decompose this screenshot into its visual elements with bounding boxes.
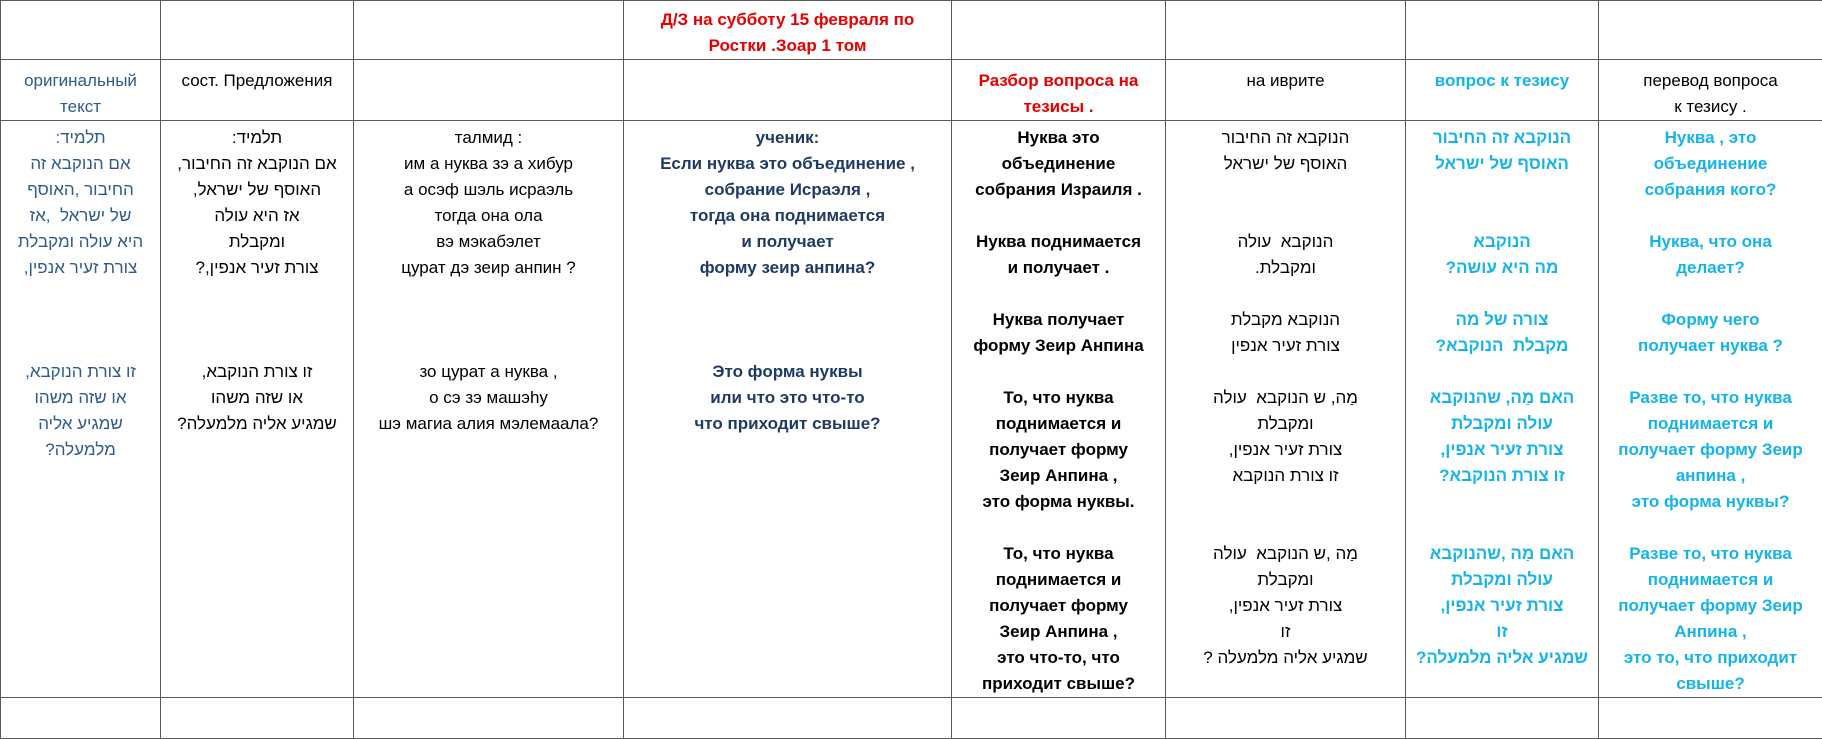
text-line: форму Зеир Анпина: [956, 333, 1161, 359]
text-line: או שזה משהו: [5, 385, 156, 411]
header-text: текст: [5, 94, 156, 120]
text-line: Нуква , это: [1603, 125, 1818, 151]
cell-empty: [1166, 1, 1406, 60]
cell-empty: [624, 60, 952, 121]
text-line: поднимается и: [1603, 411, 1818, 437]
hebrew-cell: [1166, 121, 1406, 698]
cell-empty: [1406, 698, 1599, 739]
text-line: тогда она поднимается: [628, 203, 947, 229]
text-line: То, что нуква: [956, 385, 1161, 411]
text-line: Нуква поднимается: [956, 229, 1161, 255]
text-line: אז היא עולה: [165, 203, 349, 229]
text-line: Зеир Анпина ,: [956, 463, 1161, 489]
text-line: החיבור ,האוסף: [5, 177, 156, 203]
text-line: הנוקבא עולה: [1170, 229, 1401, 255]
text-line: получает форму: [956, 437, 1161, 463]
text-line: анпина ,: [1603, 463, 1818, 489]
text-line: ,צורת זעיר אנפין: [5, 255, 156, 281]
translation-cell: [1599, 121, 1822, 698]
cell-empty: [624, 698, 952, 739]
text-line: собрания Израиля .: [956, 177, 1161, 203]
title-row: [1, 1, 1822, 60]
thesis-block: [1410, 229, 1594, 281]
thesis-block: [956, 541, 1161, 697]
text-line: הנוקבא זה החיבור: [1170, 125, 1401, 151]
text-line: האוסף של ישראל: [1170, 151, 1401, 177]
text-line: ?מה היא עושה: [1410, 255, 1594, 281]
text-line: עולה ומקבלת: [1410, 411, 1594, 437]
text-line: Если нуква это объединение ,: [628, 151, 947, 177]
cell-empty: [354, 1, 624, 60]
text-line: ,צורת זעיר אנפין: [1410, 593, 1594, 619]
text-line: אם הנוקבא זה: [5, 151, 156, 177]
text-line: ,זו צורת הנוקבא: [5, 359, 156, 385]
original-text-cell: [1, 121, 161, 698]
title-cell: [624, 1, 952, 60]
thesis-block: [1410, 541, 1594, 671]
text-line: עולה ומקבלת: [1410, 567, 1594, 593]
title-line: Ростки .Зоар 1 том: [628, 33, 947, 59]
text-line: им а нуква зэ а хибур: [358, 151, 619, 177]
text-line: Нуква, что она: [1603, 229, 1818, 255]
header-text: перевод вопроса: [1603, 68, 1818, 94]
text-line: получает форму: [956, 593, 1161, 619]
text-line: ?,צורת זעיר אנפין: [165, 255, 349, 281]
text-block: [358, 125, 619, 281]
thesis-block: [1170, 307, 1401, 359]
question-cell: [1406, 121, 1599, 698]
cell-empty: [1, 698, 161, 739]
text-block: [628, 125, 947, 281]
text-line: То, что нуква: [956, 541, 1161, 567]
text-line: талмид :: [358, 125, 619, 151]
thesis-block: [956, 229, 1161, 281]
text-line: ?שמגיע אליה מלמעלה: [165, 411, 349, 437]
text-line: Нуква получает: [956, 307, 1161, 333]
text-line: форму зеир анпина?: [628, 255, 947, 281]
header-text: вопрос к тезису: [1410, 68, 1594, 94]
header-translation: [1599, 60, 1822, 121]
text-line: ?מקבלת הנוקבא: [1410, 333, 1594, 359]
text-line: ,צורת זעיר אנפין: [1410, 437, 1594, 463]
text-line: ,האוסף של ישראל: [165, 177, 349, 203]
text-line: ?זו צורת הנוקבא: [1410, 463, 1594, 489]
text-line: ומקבלת: [165, 229, 349, 255]
thesis-block: [1603, 541, 1818, 697]
header-text: оригинальный: [5, 68, 156, 94]
cell-empty: [1599, 1, 1822, 60]
thesis-block: [956, 385, 1161, 515]
student-cell: [624, 121, 952, 698]
text-line: ?מלמעלה: [5, 437, 156, 463]
text-line: Нуква это: [956, 125, 1161, 151]
text-line: ומקבלת: [1170, 567, 1401, 593]
text-line: האוסף של ישראל: [1410, 151, 1594, 177]
cell-empty: [1599, 698, 1822, 739]
text-line: ? שמגיע אליה מלמעלה: [1170, 645, 1401, 671]
cell-empty: [354, 60, 624, 121]
cell-empty: [1406, 1, 1599, 60]
thesis-block: [956, 125, 1161, 203]
cell-empty: [161, 1, 354, 60]
text-line: צורת זעיר אנפין: [1170, 333, 1401, 359]
header-analysis: [952, 60, 1166, 121]
text-line: מַה, ש הנוקבא עולה: [1170, 385, 1401, 411]
text-line: поднимается и: [1603, 567, 1818, 593]
text-block: [165, 125, 349, 281]
text-line: объединение: [1603, 151, 1818, 177]
cell-empty: [354, 698, 624, 739]
text-line: Разве то, что нуква: [1603, 541, 1818, 567]
text-block: [358, 359, 619, 437]
text-line: ученик:: [628, 125, 947, 151]
cell-empty: [1, 1, 161, 60]
text-line: собрание Исраэля ,: [628, 177, 947, 203]
header-text: Разбор вопроса на: [956, 68, 1161, 94]
thesis-block: [1603, 385, 1818, 515]
header-text: сост. Предложения: [165, 68, 349, 94]
thesis-block: [1603, 125, 1818, 203]
header-text: к тезису .: [1603, 94, 1818, 120]
text-line: הנוקבא זה החיבור: [1410, 125, 1594, 151]
text-line: получает нуква ?: [1603, 333, 1818, 359]
thesis-block: [1170, 229, 1401, 281]
text-line: это то, что приходит: [1603, 645, 1818, 671]
text-line: ,צורת זעיר אנפין: [1170, 437, 1401, 463]
text-line: цурат дэ зеир анпин ?: [358, 255, 619, 281]
text-block: [5, 359, 156, 463]
text-line: ,זו צורת הנוקבא: [165, 359, 349, 385]
text-line: зо цурат а нуква ,: [358, 359, 619, 385]
thesis-block: [1603, 307, 1818, 359]
text-line: поднимается и: [956, 567, 1161, 593]
text-block: [5, 125, 156, 281]
header-text: тезисы .: [956, 94, 1161, 120]
text-line: הנוקבא: [1410, 229, 1594, 255]
text-line: הנוקבא מקבלת: [1170, 307, 1401, 333]
text-line: приходит свыше?: [956, 671, 1161, 697]
cell-empty: [1166, 698, 1406, 739]
header-row: [1, 60, 1822, 121]
thesis-block: [1603, 229, 1818, 281]
thesis-block: [1410, 125, 1594, 177]
cell-empty: [952, 1, 1166, 60]
transliteration-cell: [354, 121, 624, 698]
header-hebrew: [1166, 60, 1406, 121]
text-line: делает?: [1603, 255, 1818, 281]
text-line: מַה ,ש הנוקבא עולה: [1170, 541, 1401, 567]
thesis-block: [1170, 385, 1401, 489]
text-block: [165, 359, 349, 437]
text-line: האם מַה ,שהנוקבא: [1410, 541, 1594, 567]
text-line: и получает .: [956, 255, 1161, 281]
text-line: Зеир Анпина ,: [956, 619, 1161, 645]
text-line: או שזה משהו: [165, 385, 349, 411]
thesis-block: [1170, 541, 1401, 671]
text-line: Это форма нуквы: [628, 359, 947, 385]
text-line: получает форму Зеир: [1603, 437, 1818, 463]
header-original: [1, 60, 161, 121]
text-line: ומקבלת: [1170, 411, 1401, 437]
empty-row: [1, 698, 1822, 739]
title-line: Д/З на субботу 15 февраля по: [628, 7, 947, 33]
text-line: :תלמיד: [165, 125, 349, 151]
text-line: это форма нуквы?: [1603, 489, 1818, 515]
header-structure: [161, 60, 354, 121]
text-line: это форма нуквы.: [956, 489, 1161, 515]
text-line: и получает: [628, 229, 947, 255]
analysis-cell: [952, 121, 1166, 698]
text-line: ,צורת זעיר אנפין: [1170, 593, 1401, 619]
thesis-block: [956, 307, 1161, 359]
cell-empty: [952, 698, 1166, 739]
thesis-block: [1410, 307, 1594, 359]
thesis-block: [1410, 385, 1594, 489]
text-block: [628, 359, 947, 437]
text-line: а осэф шэль исраэль: [358, 177, 619, 203]
thesis-block: [1170, 125, 1401, 177]
text-line: זו: [1410, 619, 1594, 645]
text-line: של ישראל ,אז: [5, 203, 156, 229]
text-line: тогда она ола: [358, 203, 619, 229]
content-row: [1, 121, 1822, 698]
text-line: или что это что-то: [628, 385, 947, 411]
text-line: Форму чего: [1603, 307, 1818, 333]
text-line: :תלמיד: [5, 125, 156, 151]
text-line: .ומקבלת: [1170, 255, 1401, 281]
text-line: זו: [1170, 619, 1401, 645]
text-line: вэ мэкабэлет: [358, 229, 619, 255]
text-line: ,אם הנוקבא זה החיבור: [165, 151, 349, 177]
text-line: האם מַה, שהנוקבא: [1410, 385, 1594, 411]
text-line: получает форму Зеир: [1603, 593, 1818, 619]
header-text: на иврите: [1170, 68, 1401, 94]
header-question: [1406, 60, 1599, 121]
structure-cell: [161, 121, 354, 698]
text-line: собрания кого?: [1603, 177, 1818, 203]
text-line: Анпина ,: [1603, 619, 1818, 645]
text-line: объединение: [956, 151, 1161, 177]
text-line: это что-то, что: [956, 645, 1161, 671]
text-line: о сэ зэ машэһу: [358, 385, 619, 411]
text-line: поднимается и: [956, 411, 1161, 437]
text-line: Разве то, что нуква: [1603, 385, 1818, 411]
cell-empty: [161, 698, 354, 739]
text-line: шэ магиа алия мэлемаала?: [358, 411, 619, 437]
text-line: היא עולה ומקבלת: [5, 229, 156, 255]
text-line: שמגיע אליה: [5, 411, 156, 437]
text-line: свыше?: [1603, 671, 1818, 697]
text-line: צורה של מה: [1410, 307, 1594, 333]
text-line: ?שמגיע אליה מלמעלה: [1410, 645, 1594, 671]
text-line: что приходит свыше?: [628, 411, 947, 437]
text-line: זו צורת הנוקבא: [1170, 463, 1401, 489]
